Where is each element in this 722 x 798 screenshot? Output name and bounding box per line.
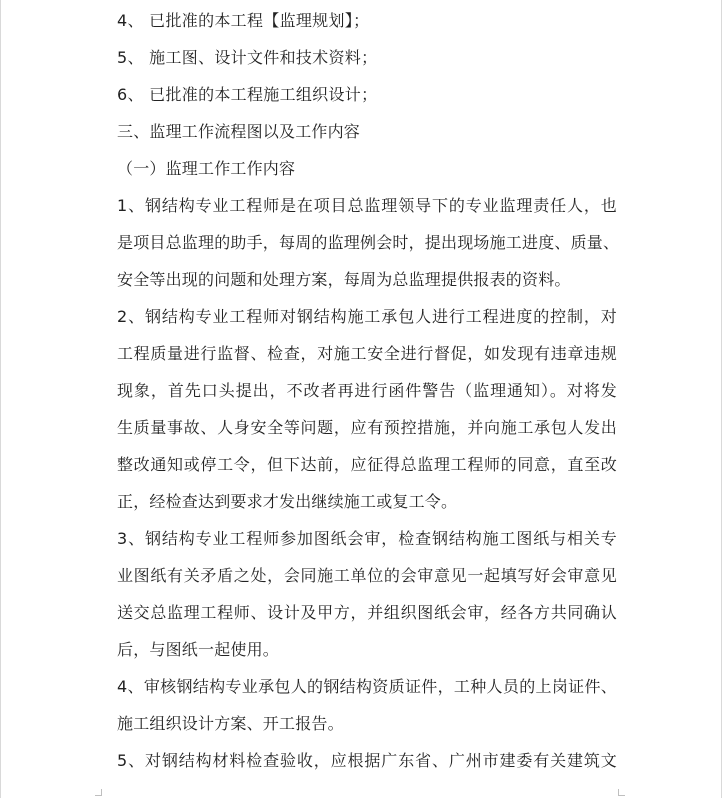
paragraph-1-line: 安全等出现的问题和处理方案，每周为总监理提供报表的资料。	[117, 270, 571, 289]
page-corner-marker	[95, 789, 102, 796]
paragraph-3-line: 后，与图纸一起使用。	[117, 640, 280, 659]
paragraph-2-line: 现象，首先口头提出，不改者再进行函件警告（监理通知）。对将发	[117, 381, 617, 400]
paragraph-4-line: 施工组织设计方案、开工报告。	[117, 714, 344, 733]
paragraph-4-line: 4、审核钢结构专业承包人的钢结构资质证件，工种人员的上岗证件、	[117, 677, 617, 696]
list-item-4: 4、 已批准的本工程【监理规划】；	[117, 11, 370, 30]
paragraph-5-line: 5、对钢结构材料检查验收，应根据广东省、广州市建委有关建筑文	[117, 751, 617, 770]
paragraph-2-line: 2、钢结构专业工程师对钢结构施工承包人进行工程进度的控制，对	[117, 307, 617, 326]
subsection-heading: （一）监理工作工作内容	[117, 159, 296, 178]
document-body	[117, 2, 620, 779]
paragraph-2-line: 整改通知或停工令，但下达前，应征得总监理工程师的同意，直至改	[117, 455, 617, 474]
paragraph-2-line: 正，经检查达到要求才发出继续施工或复工令。	[117, 492, 458, 511]
list-item-5: 5、 施工图、设计文件和技术资料；	[117, 48, 378, 67]
paragraph-1-line: 1、钢结构专业工程师是在项目总监理领导下的专业监理责任人，也	[117, 196, 617, 215]
paragraph-2-line: 工程质量进行监督、检查，对施工安全进行督促，如发现有违章违规	[117, 344, 617, 363]
paragraph-2-line: 生质量事故、人身安全等问题，应有预控措施，并向施工承包人发出	[117, 418, 617, 437]
section-heading: 三、监理工作流程图以及工作内容	[117, 122, 361, 141]
paragraph-3-line: 3、钢结构专业工程师参加图纸会审，检查钢结构施工图纸与相关专	[117, 529, 617, 548]
list-item-6: 6、 已批准的本工程施工组织设计；	[117, 85, 378, 104]
paragraph-1-line: 是项目总监理的助手，每周的监理例会时，提出现场施工进度、质量、	[117, 233, 620, 252]
paragraph-3-line: 送交总监理工程师、设计及甲方，并组织图纸会审，经各方共同确认	[117, 603, 617, 622]
paragraph-3-line: 业图纸有关矛盾之处，会同施工单位的会审意见一起填写好会审意见	[117, 566, 617, 585]
page-corner-marker	[618, 789, 625, 796]
